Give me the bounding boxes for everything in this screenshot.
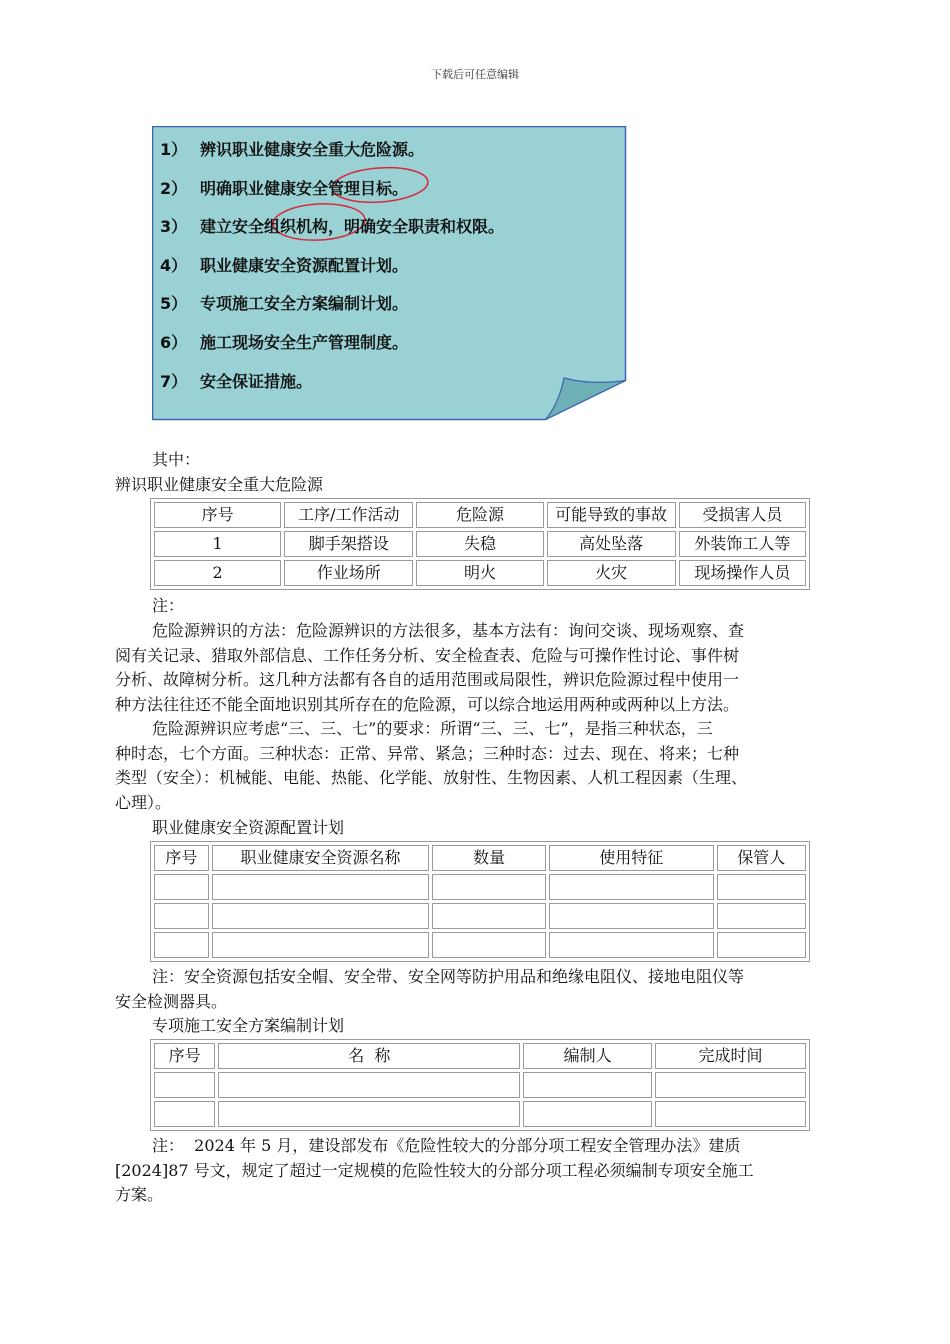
table3-title: 专项施工安全方案编制计划	[152, 1016, 345, 1035]
table-cell: 明火	[416, 560, 543, 586]
table-cell: 2	[154, 560, 281, 586]
paragraph-three-three-seven	[115, 717, 835, 815]
table-row	[154, 1072, 806, 1098]
table-cell: 失稳	[416, 531, 543, 557]
note-item-num: 1）	[160, 140, 188, 159]
table-header-cell: 危险源	[416, 502, 543, 528]
table-cell	[432, 874, 546, 900]
plan-table	[150, 1039, 810, 1131]
table-header-cell: 名 称	[218, 1043, 520, 1069]
table-row	[154, 903, 806, 929]
table-row	[154, 1101, 806, 1127]
note-item-num: 5）	[160, 294, 188, 314]
note-item	[160, 177, 504, 216]
table-cell	[549, 932, 714, 958]
table-cell	[549, 903, 714, 929]
paragraph-line: 安全检测器具。	[115, 991, 228, 1011]
table-cell: 脚手架搭设	[284, 531, 413, 557]
table-cell	[717, 874, 806, 900]
paragraph-line: 种方法往往还不能全面地识别其所存在的危险源，可以综合地运用两种或两种以上方法。	[115, 694, 740, 714]
table-header-cell: 编制人	[523, 1043, 652, 1069]
table-cell	[549, 874, 714, 900]
table1-title: 辨识职业健康安全重大危险源	[115, 475, 324, 494]
paragraph-line: [2024]87 号文，规定了超过一定规模的危险性较大的分部分项工程必须编制专项安全施工	[115, 1160, 754, 1180]
note-list	[160, 138, 504, 408]
table-row	[154, 932, 806, 958]
table-cell: 高处坠落	[547, 531, 676, 557]
table-header-cell: 序号	[154, 845, 209, 871]
table2-title: 职业健康安全资源配置计划	[152, 818, 345, 837]
note-item-num: 4）	[160, 255, 188, 275]
page-header: 下载后可任意编辑	[431, 68, 519, 81]
table-cell: 1	[154, 531, 281, 557]
paragraph-regulation-note	[115, 1134, 835, 1208]
table-header-cell: 受损害人员	[679, 502, 806, 528]
paragraph-hazard-methods	[115, 619, 835, 717]
table-cell: 作业场所	[284, 560, 413, 586]
paragraph-line: 阅有关记录、猎取外部信息、工作任务分析、安全检查表、危险与可操作性讨论、事件树	[115, 645, 740, 665]
table-header-row	[154, 845, 806, 871]
hazard-table	[150, 498, 810, 590]
note-item	[160, 215, 504, 254]
table-cell	[154, 874, 209, 900]
table-row	[154, 874, 806, 900]
table-header-row	[154, 1043, 806, 1069]
key-points-note	[152, 126, 626, 420]
table-cell	[717, 903, 806, 929]
note-item	[160, 138, 504, 177]
table-header-cell: 完成时间	[655, 1043, 806, 1069]
table-header-cell: 可能导致的事故	[547, 502, 676, 528]
table-header-cell: 工序/工作活动	[284, 502, 413, 528]
table-cell	[154, 903, 209, 929]
table-cell	[432, 932, 546, 958]
table-cell	[432, 903, 546, 929]
note-item-text: 辨识职业健康安全重大危险源。	[200, 140, 425, 159]
table-cell	[154, 1101, 215, 1127]
table-cell	[655, 1101, 806, 1127]
paragraph-line: 分析、故障树分析。这几种方法都有各自的适用范围或局限性，辨识危险源过程中使用一	[115, 670, 740, 689]
label-qizhong: 其中：	[152, 450, 201, 469]
table-header-cell: 职业健康安全资源名称	[212, 845, 429, 871]
paragraph-line: 注： 2024 年 5 月，建设部发布《危险性较大的分部分项工程安全管理办法》建质	[152, 1136, 741, 1155]
table-cell	[212, 932, 429, 958]
table-header-cell: 序号	[154, 502, 281, 528]
table-cell	[655, 1072, 806, 1098]
note-item-text: 明确职业健康安全管理目标。	[200, 178, 409, 198]
table-cell	[218, 1101, 520, 1127]
paragraph-line: 心理）。	[115, 792, 172, 812]
note-item	[160, 292, 504, 331]
table-cell	[218, 1072, 520, 1098]
note-item-num: 7）	[160, 371, 188, 391]
note-label: 注：	[152, 596, 185, 615]
note-item-num: 3）	[160, 217, 188, 237]
table-cell	[523, 1101, 652, 1127]
table-cell	[523, 1072, 652, 1098]
paragraph-line: 类型（安全）：机械能、电能、热能、化学能、放射性、生物因素、人机工程因素（生理、	[115, 768, 748, 787]
table-cell: 现场操作人员	[679, 560, 806, 586]
note-item-num: 6）	[160, 332, 188, 352]
paragraph-line: 危险源辨识的方法：危险源辨识的方法很多，基本方法有：询问交谈、现场观察、查	[152, 621, 745, 640]
table-header-row	[154, 502, 806, 528]
note-item-text: 专项施工安全方案编制计划。	[200, 294, 409, 314]
table-header-cell: 保管人	[717, 845, 806, 871]
resource-table	[150, 841, 810, 962]
table-cell	[154, 1072, 215, 1098]
note-item	[160, 331, 504, 370]
table-row	[154, 531, 806, 557]
table-cell	[212, 903, 429, 929]
table-header-cell: 数量	[432, 845, 546, 871]
note-item-text: 职业健康安全资源配置计划。	[200, 255, 409, 275]
table-header-cell: 使用特征	[549, 845, 714, 871]
note-item-num: 2）	[160, 178, 188, 198]
table-cell: 火灾	[547, 560, 676, 586]
paragraph-line: 注：安全资源包括安全帽、安全带、安全网等防护用品和绝缘电阻仪、接地电阻仪等	[152, 967, 745, 986]
note-item	[160, 254, 504, 293]
paragraph-line: 种时态，七个方面。三种状态：正常、异常、紧急；三种时态：过去、现在、将来；七种	[115, 743, 740, 763]
paragraph-line: 危险源辨识应考虑“三、三、七”的要求：所谓“三、三、七”，是指三种状态，三	[152, 719, 713, 738]
paragraph-line: 方案。	[115, 1185, 164, 1204]
table-cell: 外装饰工人等	[679, 531, 806, 557]
table-cell	[717, 932, 806, 958]
table-cell	[212, 874, 429, 900]
paragraph-resource-note	[115, 965, 835, 1014]
note-item-text: 安全保证措施。	[200, 371, 313, 391]
note-item-text: 施工现场安全生产管理制度。	[200, 332, 409, 352]
note-item	[160, 370, 504, 409]
table-row	[154, 560, 806, 586]
table-cell	[154, 932, 209, 958]
table-header-cell: 序号	[154, 1043, 215, 1069]
note-item-text: 建立安全组织机构，明确安全职责和权限。	[200, 217, 505, 237]
